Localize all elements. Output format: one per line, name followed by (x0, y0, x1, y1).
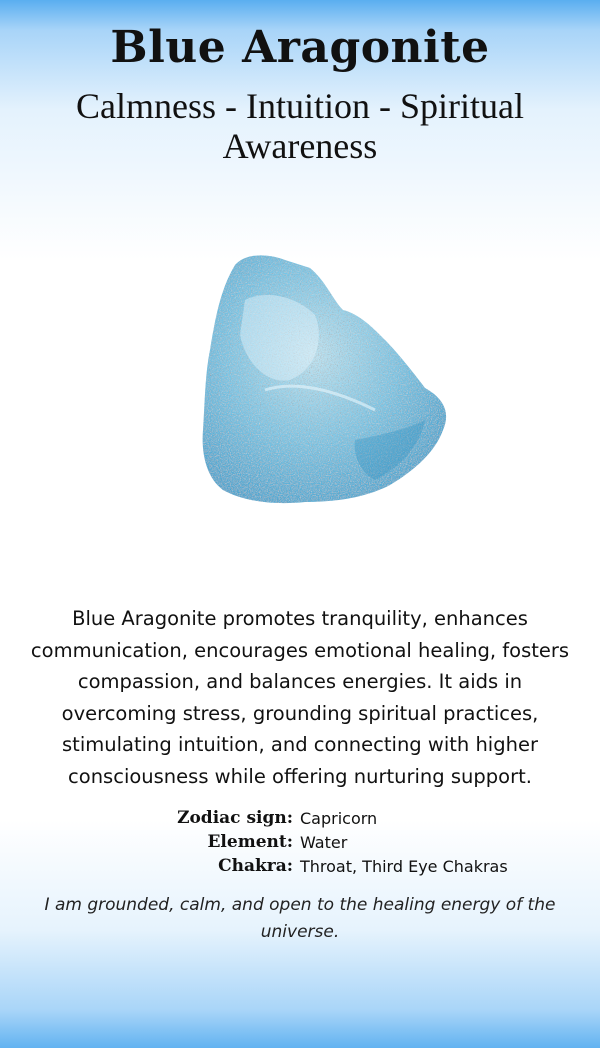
zodiac-sign-value: Capricorn (300, 809, 378, 828)
element-label: Element: (207, 832, 293, 852)
chakra-value: Throat, Third Eye Chakras (300, 857, 508, 876)
crystal-properties (0, 806, 600, 878)
crystal-description: Blue Aragonite promotes tranquility, enhances communication, encourages emotional healing, fosters compassion, and balances energies. It aids in overcoming stress, grounding spiritual practices, stimulating intuition, and connecting with higher consciousness while offering nurturing support. (30, 607, 570, 788)
element-value: Water (300, 833, 348, 852)
crystal-body (203, 255, 446, 503)
chakra-row (0, 854, 600, 878)
affirmation: I am grounded, calm, and open to the healing energy of the universe. (44, 895, 556, 942)
element-row (0, 830, 600, 854)
zodiac-sign-row (0, 806, 600, 830)
page-title: Blue Aragonite (110, 22, 490, 73)
chakra-label: Chakra: (218, 856, 293, 876)
blue-aragonite-crystal-icon (175, 240, 465, 530)
subtitle: Calmness - Intuition - Spiritual Awareness (76, 86, 524, 166)
zodiac-sign-label: Zodiac sign: (177, 808, 293, 828)
